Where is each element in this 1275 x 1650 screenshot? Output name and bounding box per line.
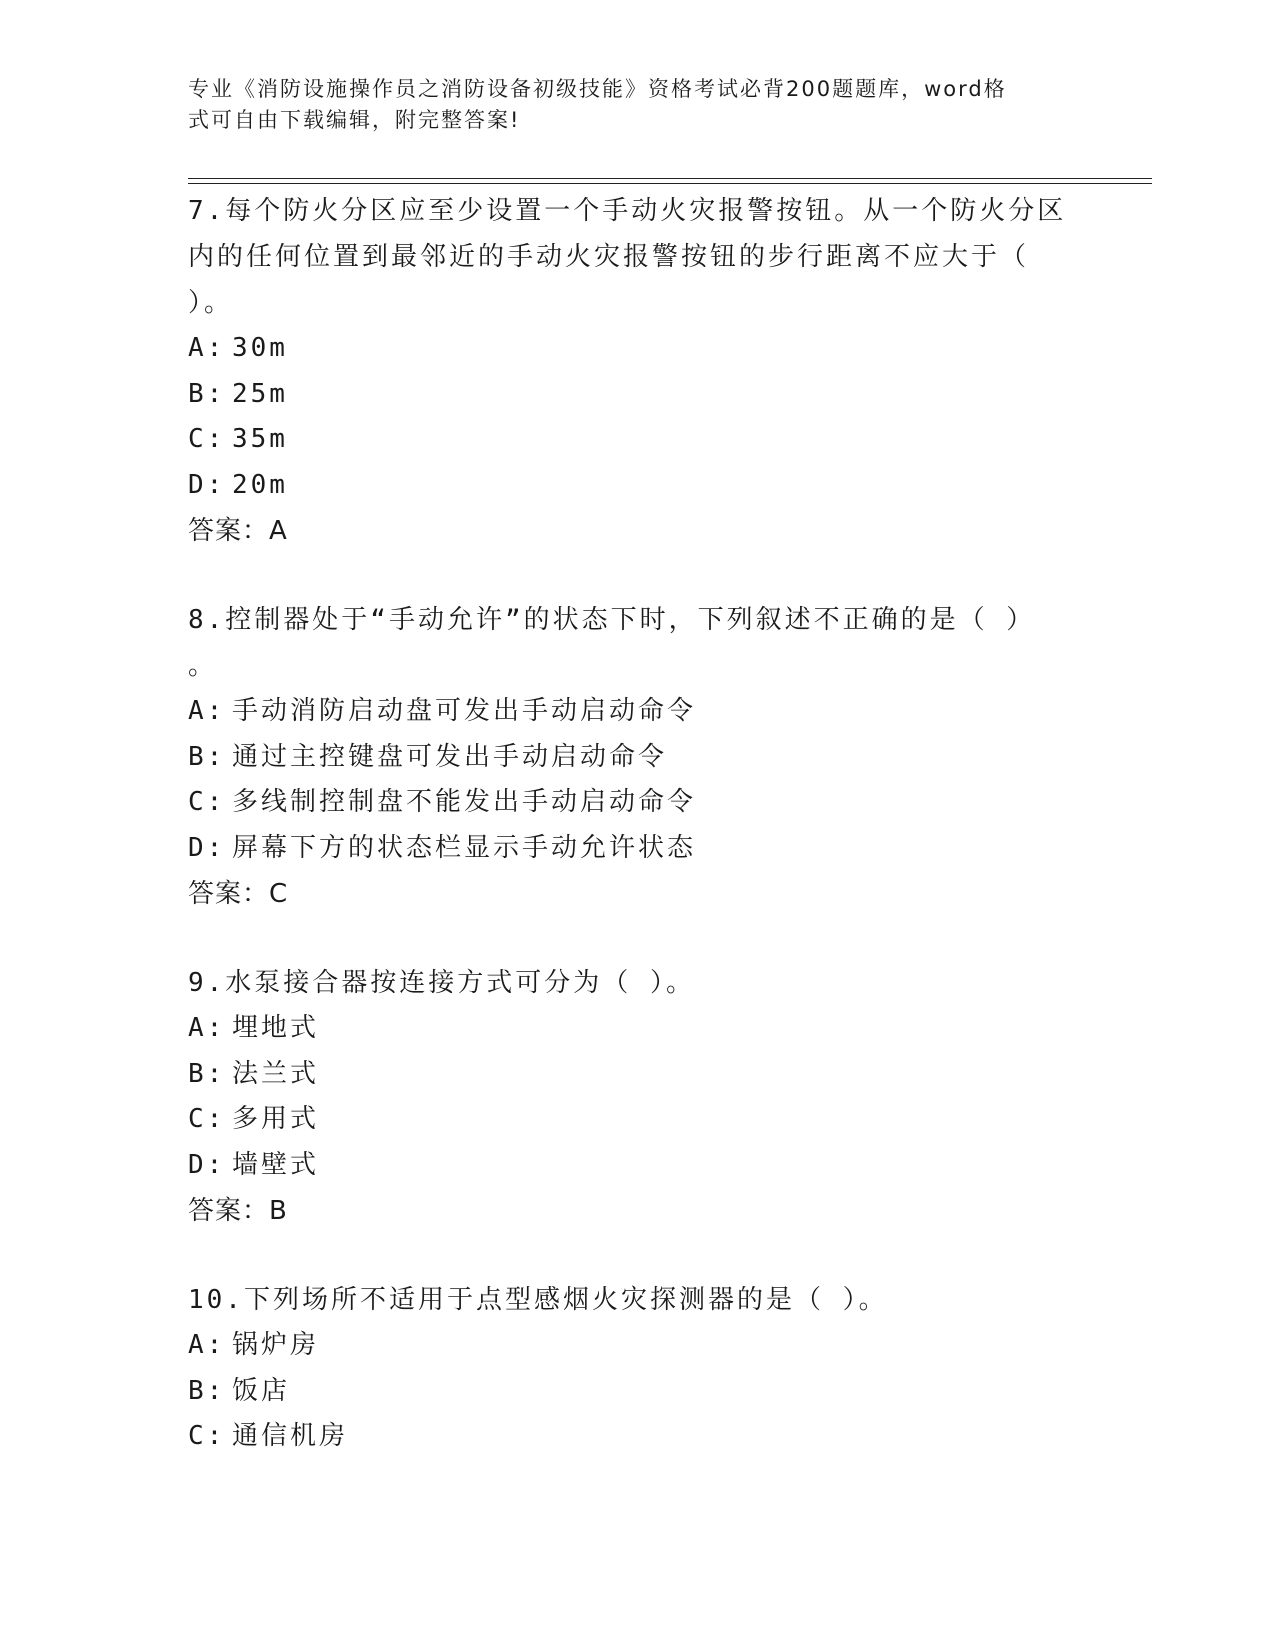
option-key: D: (188, 832, 226, 863)
option-a (188, 689, 1088, 735)
question-9 (188, 960, 1088, 1234)
option-text: 通过主控键盘可发出手动启动命令 (232, 741, 668, 772)
question-text-line: 9.水泵接合器按连接方式可分为（ ）。 (188, 968, 695, 998)
option-b (188, 1052, 1088, 1098)
option-a (188, 1323, 1088, 1369)
option-text: 手动消防启动盘可发出手动启动命令 (232, 696, 697, 726)
option-text: 法兰式 (232, 1058, 320, 1089)
option-text: 屏幕下方的状态栏显示手动允许状态 (232, 832, 697, 863)
option-b (188, 735, 1088, 781)
header-line-2: 式可自由下载编辑，附完整答案! (188, 108, 521, 132)
question-text-line: ）。 (188, 288, 234, 318)
option-d (188, 1143, 1088, 1189)
option-key: D: (188, 469, 226, 500)
question-text-line: 。 (188, 651, 218, 681)
option-key: B: (188, 378, 226, 409)
option-key: A: (188, 333, 226, 363)
option-a (188, 1006, 1088, 1052)
option-key: B: (188, 1058, 226, 1089)
option-text: 饭店 (232, 1375, 291, 1406)
question-text-line: 10.下列场所不适用于点型感烟火灾探测器的是（ ）。 (188, 1285, 888, 1315)
option-c (188, 1097, 1088, 1143)
option-text: 多用式 (232, 1104, 320, 1134)
option-text: 锅炉房 (232, 1330, 320, 1360)
question-8 (188, 597, 1088, 917)
spacer (188, 554, 1088, 597)
option-text: 通信机房 (232, 1421, 349, 1451)
option-c (188, 780, 1088, 826)
question-text-line: 7.每个防火分区应至少设置一个手动火灾报警按钮。从一个防火分区 (188, 196, 1067, 226)
option-key: C: (188, 1104, 226, 1134)
answer-line: 答案：B (188, 1196, 288, 1226)
question-list (188, 188, 1088, 1460)
option-key: B: (188, 1375, 226, 1406)
option-key: C: (188, 1421, 226, 1451)
option-b (188, 1369, 1088, 1415)
option-b (188, 372, 1088, 418)
header-divider-top (188, 178, 1152, 179)
answer-line: 答案：C (188, 879, 289, 909)
answer-line: 答案：A (188, 516, 288, 546)
header-divider-bottom (188, 183, 1152, 184)
option-key: C: (188, 424, 226, 454)
option-key: B: (188, 741, 226, 772)
option-text: 20m (232, 469, 288, 500)
option-text: 30m (232, 333, 288, 363)
option-key: D: (188, 1149, 226, 1180)
option-d (188, 463, 1088, 509)
option-text: 埋地式 (232, 1013, 320, 1043)
option-key: A: (188, 696, 226, 726)
option-text: 多线制控制盘不能发出手动启动命令 (232, 787, 697, 817)
option-text: 墙壁式 (232, 1149, 320, 1180)
option-key: A: (188, 1013, 226, 1043)
question-7 (188, 188, 1088, 554)
option-a (188, 326, 1088, 372)
option-text: 35m (232, 424, 288, 454)
spacer (188, 1234, 1088, 1277)
spacer (188, 917, 1088, 960)
option-d (188, 826, 1088, 872)
option-key: A: (188, 1330, 226, 1360)
option-c (188, 417, 1088, 463)
option-key: C: (188, 787, 226, 817)
option-c (188, 1414, 1088, 1460)
question-10 (188, 1277, 1088, 1460)
document-header (188, 74, 1068, 136)
question-text-line: 内的任何位置到最邻近的手动火灾报警按钮的步行距离不应大于（ (188, 242, 1030, 272)
header-line-1: 专业《消防设施操作员之消防设备初级技能》资格考试必背200题题库，word格 (188, 77, 1007, 101)
option-text: 25m (232, 378, 288, 409)
question-text-line: 8.控制器处于“手动允许”的状态下时，下列叙述不正确的是（ ） (188, 605, 1036, 635)
